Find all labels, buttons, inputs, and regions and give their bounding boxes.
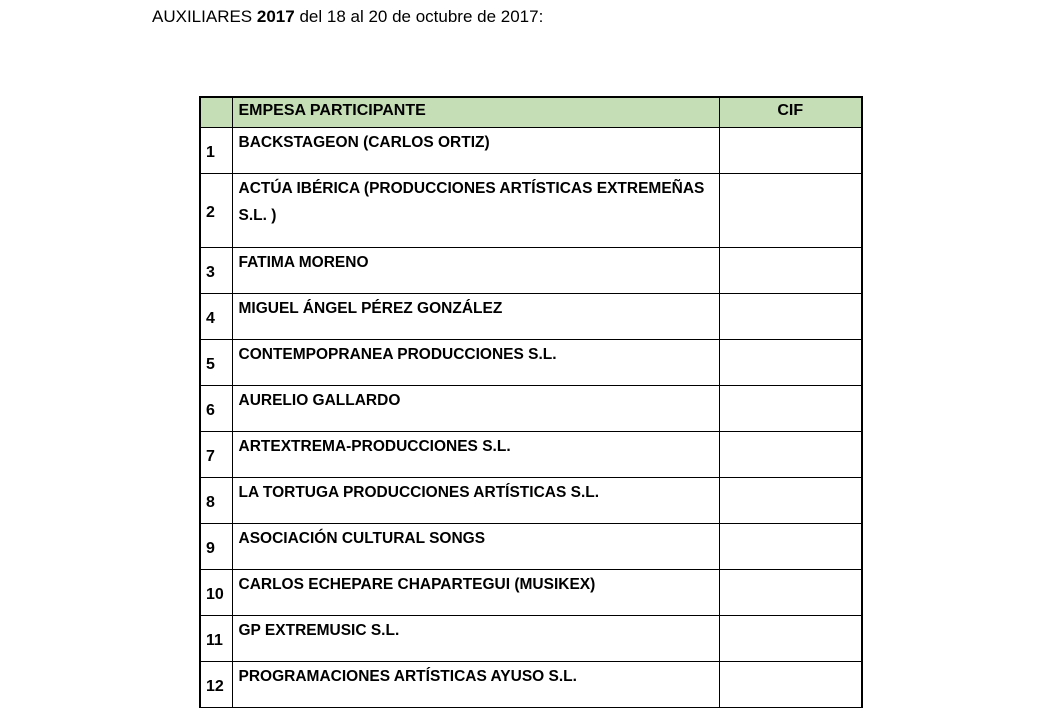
table-row xyxy=(200,661,862,707)
participants-table-container xyxy=(199,96,861,695)
header-company: EMPESA PARTICIPANTE xyxy=(232,97,719,127)
cif-cell xyxy=(719,523,862,569)
row-number: 7 xyxy=(200,431,232,477)
company-name: AURELIO GALLARDO xyxy=(232,385,719,431)
header-cif: CIF xyxy=(719,97,862,127)
document-heading xyxy=(152,6,543,28)
row-number: 4 xyxy=(200,293,232,339)
row-number: 6 xyxy=(200,385,232,431)
row-number: 11 xyxy=(200,615,232,661)
cif-cell xyxy=(719,569,862,615)
cif-cell xyxy=(719,339,862,385)
table-row xyxy=(200,431,862,477)
cif-cell xyxy=(719,615,862,661)
company-name: ARTEXTREMA-PRODUCCIONES S.L. xyxy=(232,431,719,477)
row-number: 9 xyxy=(200,523,232,569)
row-number: 1 xyxy=(200,127,232,173)
table-row xyxy=(200,293,862,339)
table-row xyxy=(200,523,862,569)
row-number: 8 xyxy=(200,477,232,523)
company-name: CARLOS ECHEPARE CHAPARTEGUI (MUSIKEX) xyxy=(232,569,719,615)
company-name: ASOCIACIÓN CULTURAL SONGS xyxy=(232,523,719,569)
table-header-row xyxy=(200,97,862,127)
cif-cell xyxy=(719,431,862,477)
row-number: 10 xyxy=(200,569,232,615)
table-row xyxy=(200,477,862,523)
row-number: 5 xyxy=(200,339,232,385)
row-number: 3 xyxy=(200,247,232,293)
cif-cell xyxy=(719,477,862,523)
cif-cell xyxy=(719,293,862,339)
table-row xyxy=(200,127,862,173)
participants-table xyxy=(199,96,863,708)
cif-cell xyxy=(719,173,862,247)
table-row xyxy=(200,569,862,615)
heading-prefix: AUXILIARES xyxy=(152,7,253,26)
cif-cell xyxy=(719,385,862,431)
company-name: MIGUEL ÁNGEL PÉREZ GONZÁLEZ xyxy=(232,293,719,339)
cif-cell xyxy=(719,247,862,293)
company-name: LA TORTUGA PRODUCCIONES ARTÍSTICAS S.L. xyxy=(232,477,719,523)
cif-cell xyxy=(719,661,862,707)
row-number: 12 xyxy=(200,661,232,707)
company-name: FATIMA MORENO xyxy=(232,247,719,293)
heading-year: 2017 xyxy=(256,7,295,26)
company-name: BACKSTAGEON (CARLOS ORTIZ) xyxy=(232,127,719,173)
cif-cell xyxy=(719,127,862,173)
company-name: CONTEMPOPRANEA PRODUCCIONES S.L. xyxy=(232,339,719,385)
company-name: PROGRAMACIONES ARTÍSTICAS AYUSO S.L. xyxy=(232,661,719,707)
company-name: GP EXTREMUSIC S.L. xyxy=(232,615,719,661)
table-row xyxy=(200,247,862,293)
table-row xyxy=(200,339,862,385)
heading-dates: del 18 al 20 de octubre de 2017: xyxy=(299,7,544,26)
header-number xyxy=(200,97,232,127)
row-number: 2 xyxy=(200,173,232,247)
table-row xyxy=(200,615,862,661)
table-row xyxy=(200,385,862,431)
company-name: ACTÚA IBÉRICA (PRODUCCIONES ARTÍSTICAS EXTREMEÑAS S.L. ) xyxy=(232,173,719,247)
table-row xyxy=(200,173,862,247)
